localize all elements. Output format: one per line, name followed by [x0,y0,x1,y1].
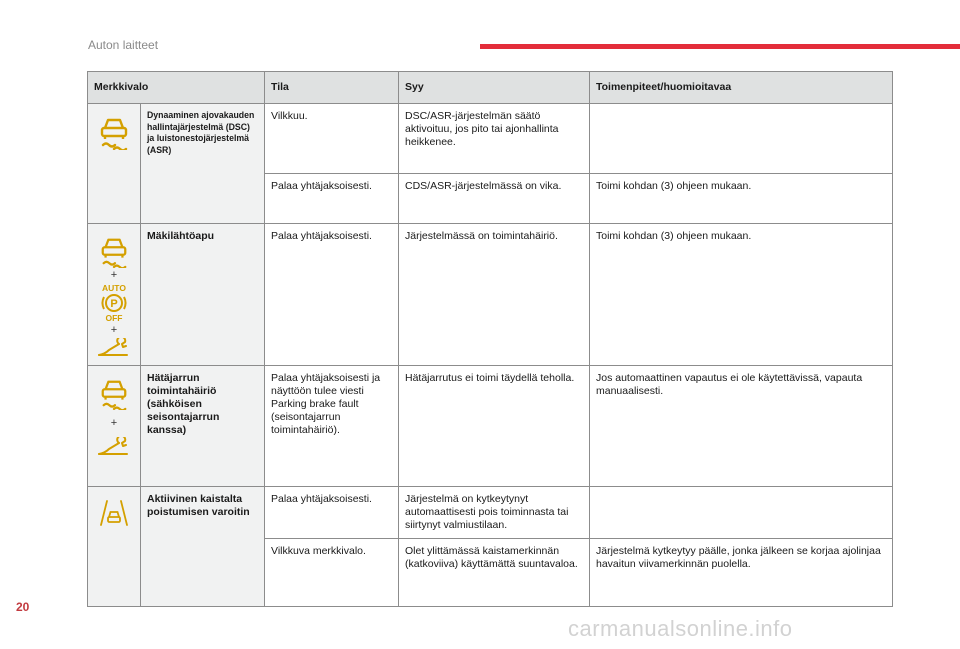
service-wrench-icon [97,437,131,457]
off-label: OFF [105,313,123,323]
table-row [88,487,893,539]
toimenpiteet-cell [590,104,893,174]
indicator-icon-cell [88,487,141,607]
tila-cell: Palaa yhtäjaksoisesti. [265,174,399,224]
section-title: Auton laitteet [88,38,159,52]
tila-cell: Vilkkuva merkkivalo. [265,539,399,607]
tila-cell: Palaa yhtäjaksoisesti. [265,487,399,539]
auto-off-parking-icon [97,283,131,323]
indicator-icon-cell [88,104,141,224]
column-header-syy: Syy [399,72,590,104]
syy-cell: Hätäjarrutus ei toimi täydellä teholla. [399,366,590,487]
syy-cell: Olet ylittämässä kaistamerkinnän (katkoviiva) käyttämättä suuntavaloa. [399,539,590,607]
table-header-row [88,72,893,104]
warning-lights-table [87,71,893,607]
indicator-icon-cell [88,366,141,487]
table-row [88,366,893,487]
syy-cell: DSC/ASR-järjestelmän säätö aktivoituu, jos pito tai ajonhallinta heikkenee. [399,104,590,174]
indicator-name: Dynaaminen ajovakauden hallintajärjestelmä (DSC) ja luistonestojärjestelmä (ASR) [147,110,255,156]
page-number: 20 [16,600,30,614]
toimenpiteet-cell: Järjestelmä kytkeytyy päälle, jonka jälkeen se korjaa ajolinjaa havaitun viivamerkinnän puolella. [590,539,893,607]
syy-cell: CDS/ASR-järjestelmässä on vika. [399,174,590,224]
syy-cell: Järjestelmässä on toimintahäiriö. [399,224,590,366]
indicator-name-cell: Mäkilähtöapu [141,224,265,366]
toimenpiteet-cell [590,487,893,539]
dsc-asr-icon [98,114,130,150]
column-header-toimenpiteet: Toimenpiteet/huomioitavaa [590,72,893,104]
toimenpiteet-cell: Toimi kohdan (3) ohjeen mukaan. [590,174,893,224]
table-row [88,224,893,366]
watermark: carmanualsonline.info [568,616,793,641]
header-accent-bar [480,44,960,49]
column-header-merkkivalo: Merkkivalo [88,72,265,104]
plus-sign: + [110,269,118,281]
plus-sign: + [110,417,118,429]
lane-departure-icon [97,497,131,527]
column-header-tila: Tila [265,72,399,104]
service-wrench-icon [97,338,131,358]
auto-label: AUTO [102,283,126,293]
indicator-name-cell [141,104,265,224]
toimenpiteet-cell: Jos automaattinen vapautus ei ole käytettävissä, vapauta manuaalisesti. [590,366,893,487]
indicator-name-cell: Aktiivinen kaistalta poistumisen varoitin [141,487,265,607]
dsc-asr-icon [99,376,129,410]
tila-cell: Vilkkuu. [265,104,399,174]
dsc-asr-icon [99,234,129,268]
syy-cell: Järjestelmä on kytkeytynyt automaattisesti pois toiminnasta tai siirtynyt valmiustilaan. [399,487,590,539]
indicator-icon-cell [88,224,141,366]
tila-cell: Palaa yhtäjaksoisesti. [265,224,399,366]
plus-sign: + [110,324,118,336]
svg-text:P: P [110,298,118,310]
toimenpiteet-cell: Toimi kohdan (3) ohjeen mukaan. [590,224,893,366]
tila-cell: Palaa yhtäjaksoisesti ja näyttöön tulee viesti Parking brake fault (seisontajarrun toimintahäiriö). [265,366,399,487]
indicator-name-cell: Hätäjarrun toimintahäiriö (sähköisen seisontajarrun kanssa) [141,366,265,487]
table-row [88,104,893,174]
